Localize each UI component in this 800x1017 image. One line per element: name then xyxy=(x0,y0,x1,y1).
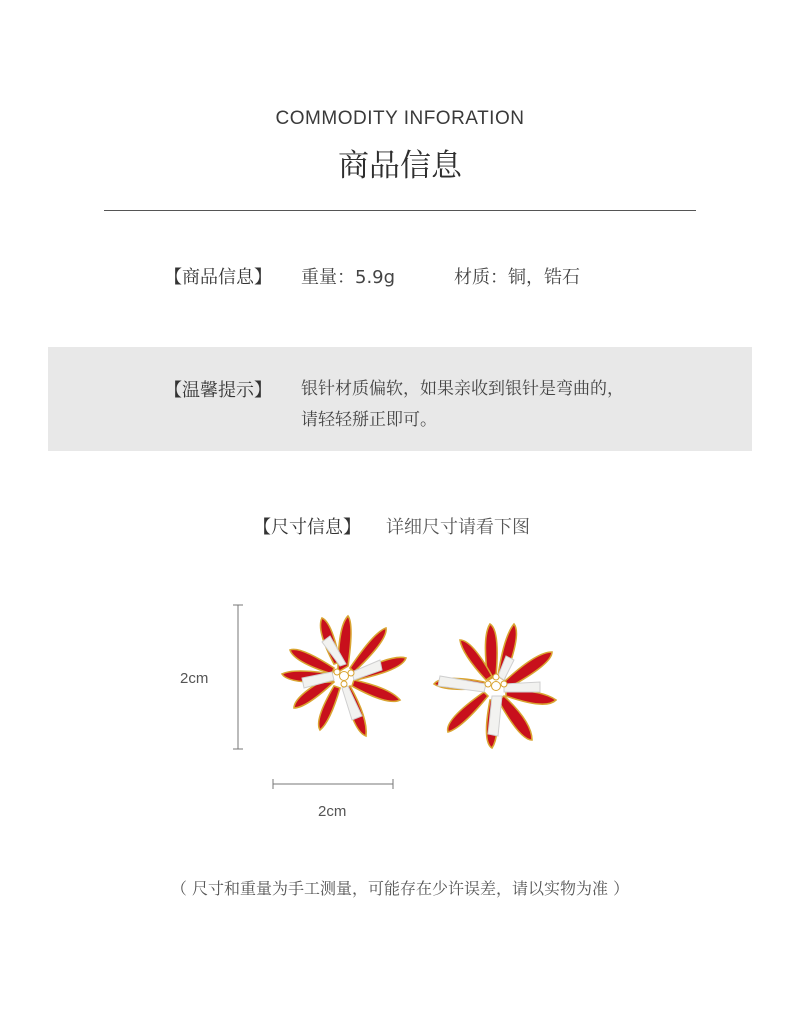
chinese-section-title: 商品信息 xyxy=(338,148,462,184)
title-divider xyxy=(104,210,696,211)
height-dimension-label: 2cm xyxy=(180,670,209,687)
notice-line-2: 请轻轻掰正即可。 xyxy=(301,410,437,430)
dimension-figure xyxy=(0,590,800,840)
english-section-title: COMMODITY INFORATION xyxy=(275,108,525,129)
size-info-label: 【尺寸信息】 xyxy=(253,517,361,538)
width-dimension-label: 2cm xyxy=(318,803,347,820)
weight-text: 重量：5.9g xyxy=(301,267,396,288)
size-info-text: 详细尺寸请看下图 xyxy=(386,517,530,538)
notice-label: 【温馨提示】 xyxy=(164,380,272,401)
earring-right xyxy=(434,624,556,748)
product-info-label: 【商品信息】 xyxy=(164,267,272,288)
measurement-disclaimer: （ 尺寸和重量为手工测量，可能存在少许误差，请以实物为准 ） xyxy=(170,879,630,898)
material-text: 材质：铜，锆石 xyxy=(454,267,580,288)
width-dimension-line xyxy=(273,779,393,789)
notice-line-1: 银针材质偏软，如果亲收到银针是弯曲的， xyxy=(301,379,624,399)
earring-left xyxy=(282,616,406,736)
height-dimension-line xyxy=(233,605,243,749)
notice-text xyxy=(301,374,624,436)
